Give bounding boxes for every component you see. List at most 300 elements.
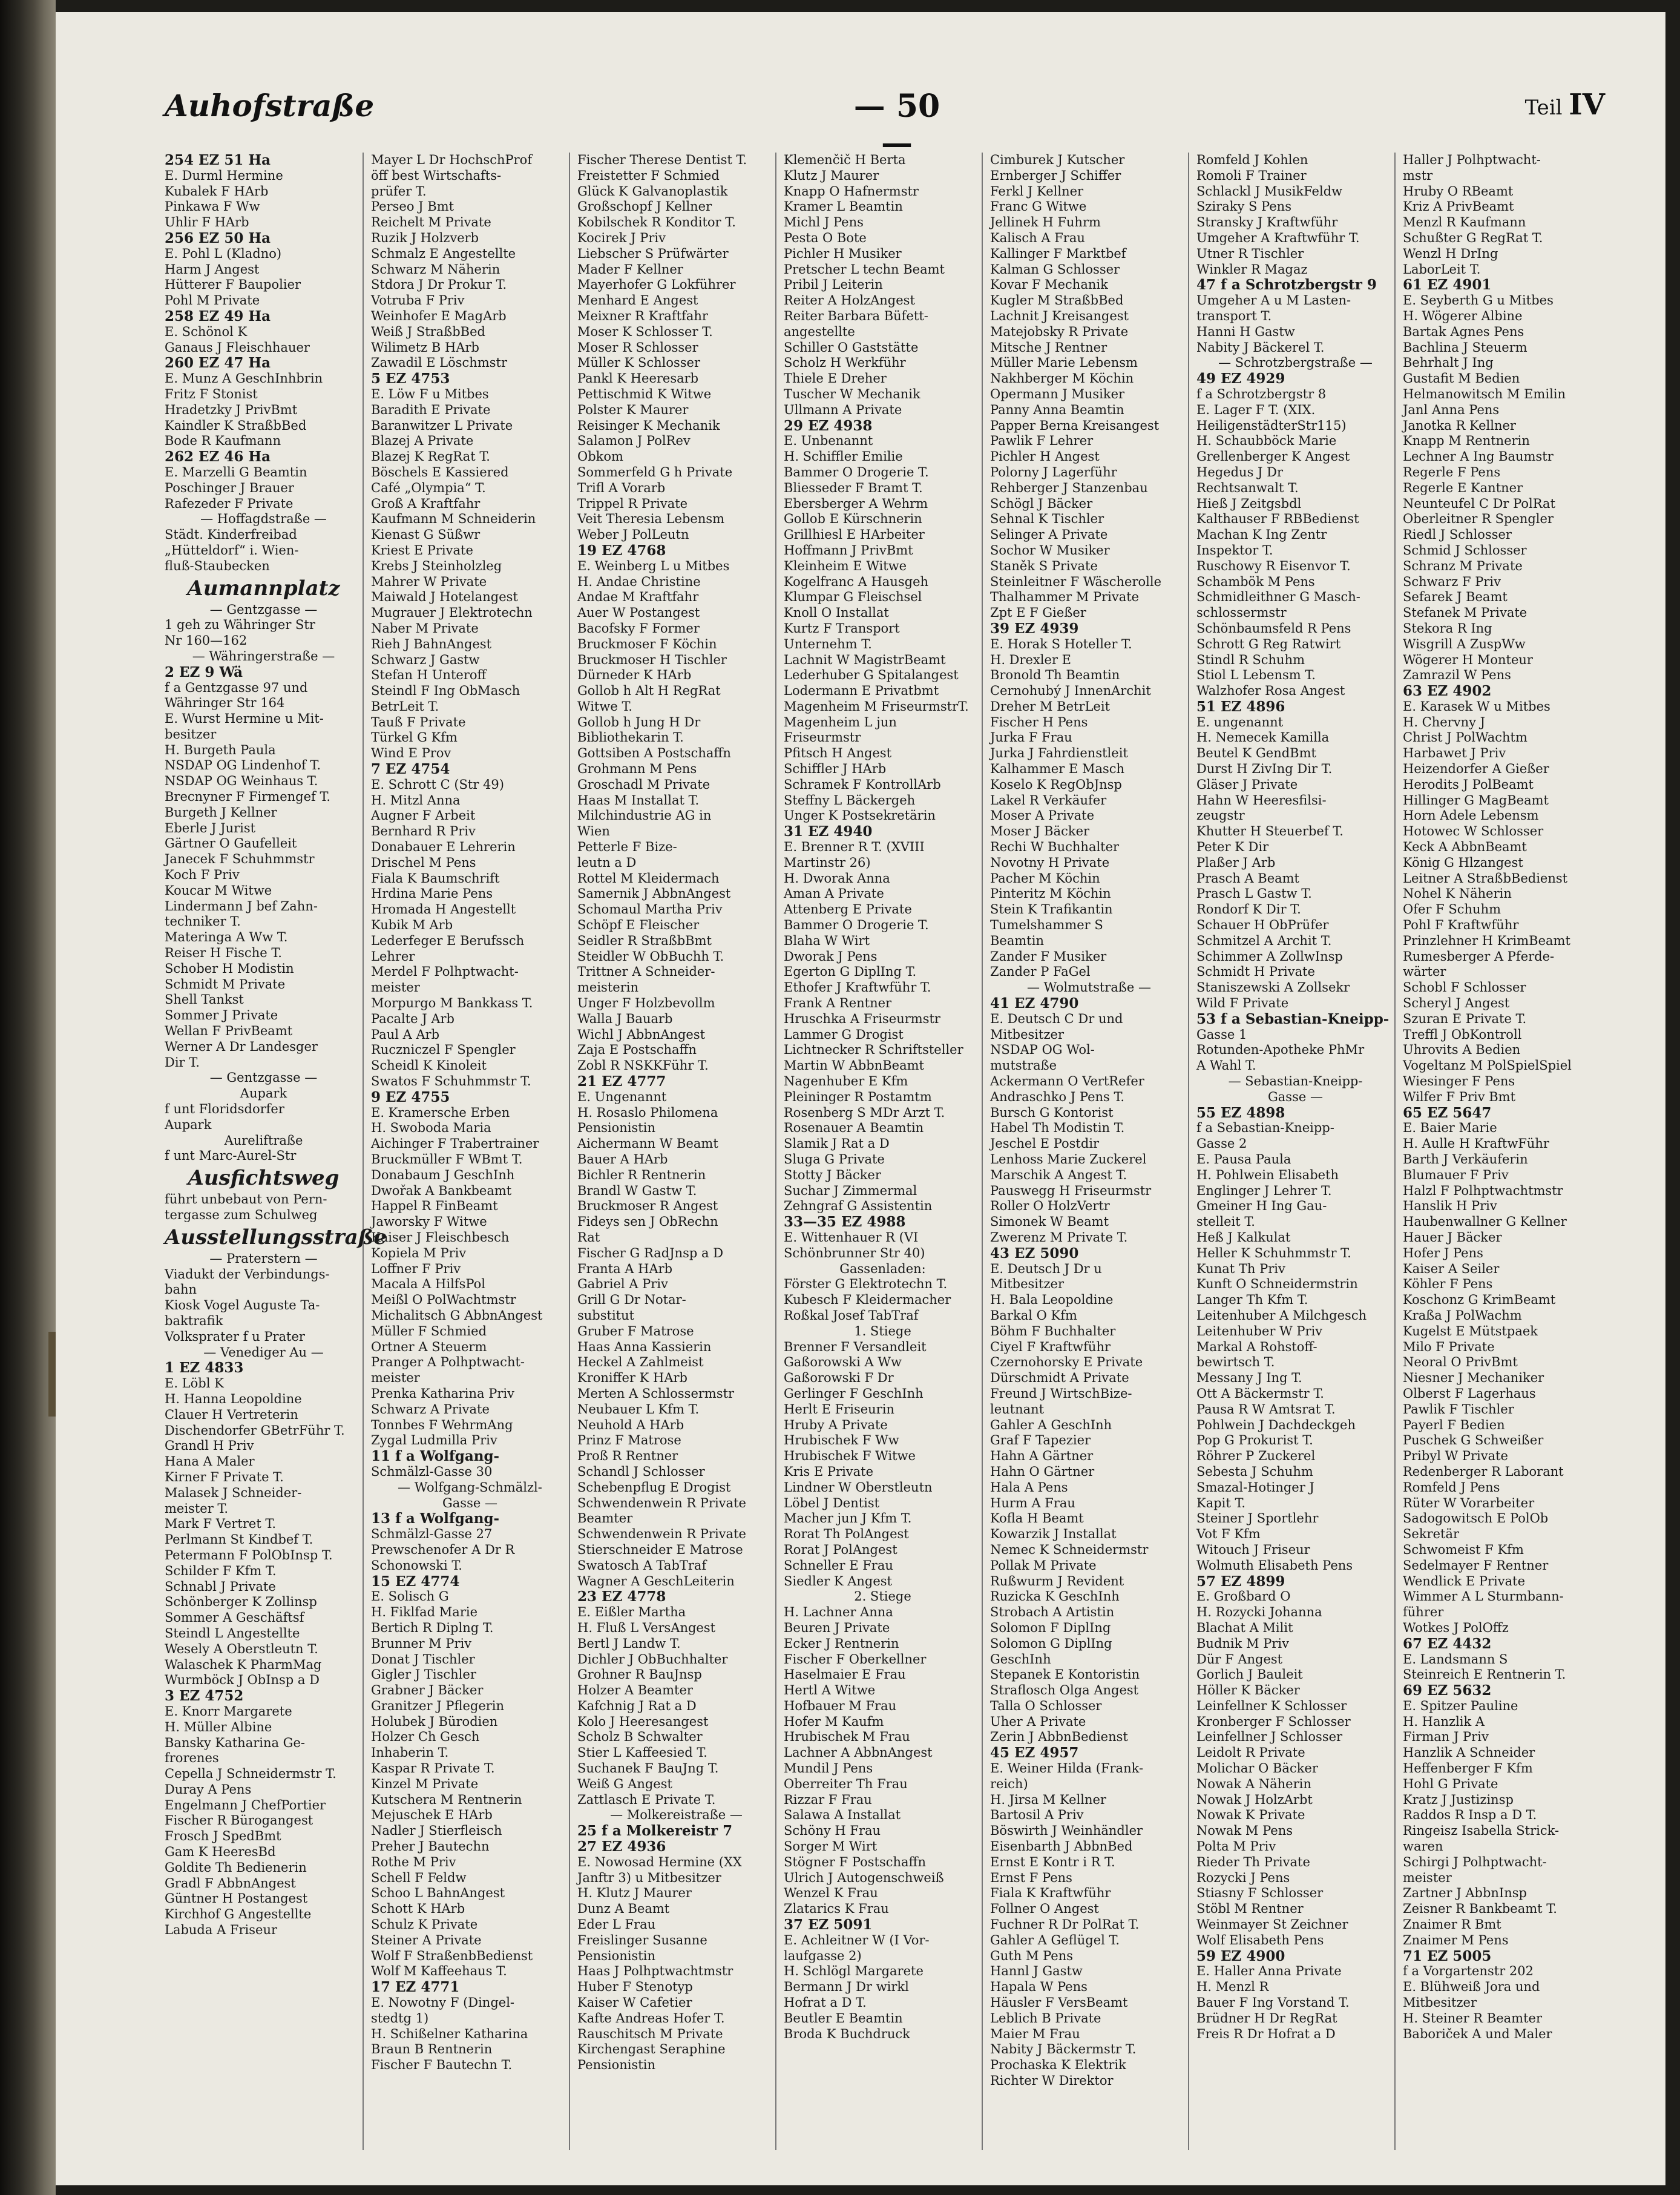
resident-entry: Nadler J Stierfleisch: [371, 1823, 502, 1838]
resident-entry: E. Löbl K: [165, 1376, 224, 1391]
resident-entry: Prasch A Beamt: [1196, 870, 1299, 886]
resident-entry: Wichl J AbbnAngest: [577, 1027, 706, 1042]
resident-entry: Salamon J PolRev: [577, 433, 691, 449]
resident-entry: Bansky Katharina Ge-: [165, 1735, 305, 1750]
resident-entry: Schneller E Frau: [784, 1558, 893, 1573]
resident-entry: Sebesta J Schuhm: [1196, 1464, 1313, 1479]
resident-entry: Pribyl W Private: [1403, 1449, 1508, 1464]
resident-entry: Gerlinger F GeschInh: [784, 1386, 924, 1401]
resident-entry: Bode R Kaufmann: [165, 433, 281, 449]
resident-entry: Prenka Katharina Priv: [371, 1386, 514, 1401]
resident-entry: Hruby A Private: [784, 1417, 888, 1432]
resident-entry: Rehberger J Stanzenbau: [990, 480, 1148, 495]
resident-entry: Andae M Kraftfahr: [577, 590, 699, 605]
resident-entry: Holzer Ch Gesch: [371, 1729, 480, 1745]
resident-entry: Volksprater f u Prater: [165, 1329, 305, 1344]
resident-entry: Pohlwein J Dachdeckgeh: [1196, 1417, 1356, 1432]
resident-entry: H. Rozycki Johanna: [1196, 1605, 1322, 1620]
resident-entry: H. Menzl R: [1196, 1979, 1269, 1995]
resident-entry: Grillhiesl E HArbeiter: [784, 527, 925, 542]
resident-entry: bewirtsch T.: [1196, 1355, 1275, 1370]
resident-entry: Opermann J Musiker: [990, 386, 1125, 401]
resident-entry: Kronberger F Schlosser: [1196, 1714, 1351, 1729]
resident-entry: Witouch J Friseur: [1196, 1542, 1310, 1557]
directory-column-7: [1403, 153, 1601, 2150]
resident-entry: E. Brenner R T. (XVIII: [784, 840, 925, 855]
resident-entry: Weiß J StraßbBed: [371, 324, 485, 339]
resident-entry: Hahn A Gärtner: [990, 1449, 1094, 1464]
resident-entry: Pretscher L techn Beamt: [784, 262, 945, 277]
resident-entry: Pausa R W Amtsrat T.: [1196, 1401, 1336, 1417]
house-number-entry: 57 EZ 4899: [1196, 1573, 1285, 1590]
resident-entry: führt unbebaut von Pern-: [165, 1192, 327, 1207]
resident-entry: Wenzl H DrIng: [1403, 246, 1498, 261]
resident-entry: stelleit T.: [1196, 1214, 1255, 1229]
resident-entry: Kubik M Arb: [371, 918, 453, 933]
resident-entry: Heizendorfer A Gießer: [1403, 762, 1549, 777]
resident-entry: Mugrauer J Elektrotechn: [371, 605, 533, 620]
resident-entry: Tumelshammer S: [990, 918, 1103, 933]
resident-entry: Schwarz J Gastw: [371, 652, 480, 667]
resident-entry: Schnabl J Private: [165, 1579, 276, 1594]
resident-entry: Obkom: [577, 449, 623, 464]
resident-entry: Bibliothekarin T.: [577, 730, 684, 745]
resident-entry: Blaha W Wirt: [784, 933, 870, 948]
resident-entry: Moser A Private: [990, 808, 1095, 823]
resident-entry: Ringeisz Isabella Strick-: [1403, 1823, 1560, 1838]
resident-entry: BetrLeit T.: [371, 699, 439, 714]
resident-entry: Kirchhof G Angestellte: [165, 1907, 312, 1922]
resident-entry: Umgeher A u M Lasten-: [1196, 293, 1351, 308]
resident-entry: Holzer A Beamter: [577, 1683, 693, 1698]
resident-entry: Hofbauer M Frau: [784, 1698, 897, 1713]
resident-entry: Staněk S Private: [990, 558, 1098, 573]
street-heading: Ausfichtsweg: [188, 1166, 340, 1191]
resident-entry: E. Großbard O: [1196, 1589, 1291, 1604]
resident-entry: Maiwald J Hotelangest: [371, 590, 518, 605]
resident-entry: Reiter A HolzAngest: [784, 293, 915, 308]
resident-entry: Türkel G Kfm: [371, 730, 458, 745]
resident-entry: Gigler J Tischler: [371, 1667, 476, 1682]
resident-entry: Kafchnig J Rat a D: [577, 1698, 697, 1713]
resident-entry: H. Jirsa M Kellner: [990, 1792, 1106, 1807]
resident-entry: Zwerenz M Private T.: [990, 1229, 1128, 1245]
resident-entry: Petterle F Bize-: [577, 840, 677, 855]
resident-entry: Pribil J Leiterin: [784, 277, 883, 292]
resident-entry: Moser K Schlosser T.: [577, 324, 713, 339]
resident-entry: Bammer O Drogerie T.: [784, 918, 929, 933]
directory-page: [56, 12, 1665, 2185]
resident-entry: Lakel R Verkäufer: [990, 792, 1107, 808]
resident-entry: Jeschel E Postdir: [990, 1136, 1100, 1151]
resident-entry: Pacher M Köchin: [990, 870, 1100, 886]
resident-entry: Swatosch A TabTraf: [577, 1558, 707, 1573]
resident-entry: Weiß G Angest: [577, 1776, 672, 1791]
resident-entry: Gahler A Geflügel T.: [990, 1932, 1120, 1947]
resident-entry: H. Hanzlik A: [1403, 1714, 1485, 1729]
resident-entry: Rafezeder F Private: [165, 496, 294, 511]
resident-entry: Blumauer F Priv: [1403, 1167, 1509, 1182]
resident-entry: Beutel K GendBmt: [1196, 746, 1316, 761]
resident-entry: H. Bala Leopoldine: [990, 1292, 1114, 1308]
resident-entry: Gorlich J Bauleit: [1196, 1667, 1303, 1682]
resident-entry: Cepella J Schneidermstr T.: [165, 1766, 336, 1782]
resident-entry: Bachlina J Steuerm: [1403, 340, 1527, 355]
house-number-entry: 3 EZ 4752: [165, 1688, 244, 1705]
resident-entry: Pauswegg H Friseurmstr: [990, 1183, 1152, 1198]
resident-entry: Bertl J Landw T.: [577, 1636, 681, 1651]
resident-entry: Pinteritz M Köchin: [990, 886, 1111, 901]
resident-entry: Beutler E Beamtin: [784, 2010, 903, 2026]
resident-entry: Mark F Vertret T.: [165, 1516, 277, 1532]
resident-entry: Tuscher W Mechanik: [784, 386, 920, 401]
resident-entry: H. Swoboda Maria: [371, 1121, 491, 1136]
resident-entry: Stepanek E Kontoristin: [990, 1667, 1140, 1682]
book-binding-edge: [0, 0, 56, 2195]
resident-entry: Rechi W Buchhalter: [990, 840, 1120, 855]
resident-entry: Utner R Tischler: [1196, 246, 1304, 261]
resident-entry: Donabaum J GeschInh: [371, 1167, 515, 1182]
resident-entry: Molichar O Bäcker: [1196, 1761, 1318, 1776]
resident-entry: Kaiser A Seiler: [1403, 1261, 1500, 1276]
resident-entry: Messany J Ing T.: [1196, 1371, 1302, 1386]
resident-entry: Haas M Installat T.: [577, 792, 700, 808]
resident-entry: Suchar J Zimmermal: [784, 1183, 917, 1198]
resident-entry: Weber J PolLeutn: [577, 527, 689, 542]
resident-entry: H. Mitzl Anna: [371, 792, 461, 808]
resident-entry: Bruckmoser H Tischler: [577, 652, 727, 667]
resident-entry: Janl Anna Pens: [1403, 402, 1500, 417]
running-street-title: Auhofstraße: [165, 88, 375, 123]
resident-entry: Müller F Schmied: [371, 1323, 487, 1338]
house-number-entry: 65 EZ 5647: [1403, 1104, 1492, 1121]
resident-entry: Kowarzik J Installat: [990, 1527, 1117, 1542]
resident-entry: Städt. Kinderfreibad: [165, 527, 297, 542]
resident-entry: Nowak K Private: [1196, 1808, 1305, 1823]
resident-entry: E. Karasek W u Mitbes: [1403, 699, 1550, 714]
resident-entry: Veit Theresia Lebensm: [577, 512, 725, 527]
resident-entry: Klemenčič H Berta: [784, 153, 906, 167]
resident-entry: Böswirth J Weinhändler: [990, 1823, 1143, 1838]
resident-entry: Grill G Dr Notar-: [577, 1292, 686, 1308]
resident-entry: fluß-Staubecken: [165, 558, 270, 573]
resident-entry: Stiol L Lebensm T.: [1196, 668, 1316, 683]
resident-entry: Stefanek M Private: [1403, 605, 1527, 620]
resident-entry: E. Deutsch C Dr und: [990, 1011, 1123, 1026]
resident-entry: Trifl A Vorarb: [577, 480, 666, 495]
resident-entry: Bammer O Drogerie T.: [784, 464, 929, 479]
resident-entry: Sekretär: [1403, 1527, 1460, 1542]
resident-entry: Zobl R NSKKFühr T.: [577, 1058, 709, 1073]
resident-entry: Eder L Frau: [577, 1917, 656, 1932]
resident-entry: Dürschmidt A Private: [990, 1371, 1129, 1386]
resident-entry: Zattlasch E Private T.: [577, 1792, 716, 1807]
resident-entry: E. Blühweiß Jora und: [1403, 1979, 1540, 1995]
resident-entry: Schwarz M Näherin: [371, 262, 500, 277]
street-heading: Ausstellungsstraße: [165, 1225, 387, 1249]
house-number-entry: 49 EZ 4929: [1196, 370, 1285, 387]
resident-entry: wärter: [1403, 964, 1446, 979]
resident-entry: Bartak Agnes Pens: [1403, 324, 1524, 339]
resident-entry: Kugler M StraßbBed: [990, 293, 1124, 308]
resident-entry: Brenner F Versandleit: [784, 1339, 927, 1354]
resident-entry: Gasse 2: [1196, 1136, 1247, 1151]
resident-entry: Knoll O Installat: [784, 605, 889, 620]
resident-entry: Hanzlik A Schneider: [1403, 1745, 1535, 1760]
resident-entry: Schwendenwein R Private: [577, 1495, 746, 1510]
part-indicator: [1525, 88, 1605, 122]
resident-entry: Schoo L BahnAngest: [371, 1886, 505, 1901]
resident-entry: Slamik J Rat a D: [784, 1136, 890, 1151]
resident-entry: Ethofer J Kraftwführ T.: [784, 980, 931, 995]
resident-entry: Stöbl M Rentner: [1196, 1901, 1304, 1917]
resident-entry: Kaspar R Private T.: [371, 1761, 495, 1776]
resident-entry: Milo F Private: [1403, 1339, 1495, 1354]
resident-entry: Pacalte J Arb: [371, 1011, 454, 1026]
resident-entry: Wolf M Kaffeehaus T.: [371, 1964, 507, 1979]
resident-entry: Gollob E Kürschnerin: [784, 512, 922, 527]
house-number-entry: 47 f a Schrotzbergstr 9: [1196, 277, 1377, 294]
cross-street-marker: — Gentzgasse —: [209, 602, 318, 617]
resident-entry: Nowak J HolzArbt: [1196, 1792, 1313, 1807]
resident-entry: stedtg 1): [371, 2010, 429, 2026]
resident-entry: Prochaska K Elektrik: [990, 2058, 1126, 2073]
resident-entry: Michl J Pens: [784, 215, 864, 230]
resident-entry: Pesta O Bote: [784, 230, 867, 245]
directory-column-4: [784, 153, 983, 2150]
resident-entry: Wolmuth Elisabeth Pens: [1196, 1558, 1353, 1573]
resident-entry: Kopiela M Priv: [371, 1245, 467, 1260]
resident-entry: Herodits J PolBeamt: [1403, 777, 1534, 792]
resident-entry: Happel R FinBeamt: [371, 1199, 498, 1214]
resident-entry: E. Lager F T. (XIX.: [1196, 402, 1316, 417]
resident-entry: Mayer L Dr HochschProf: [371, 153, 533, 167]
resident-entry: Ruschowy R Eisenvor T.: [1196, 558, 1351, 573]
resident-entry: Schambök M Pens: [1196, 574, 1315, 589]
resident-entry: Kaiser J Fleischbesch: [371, 1229, 510, 1245]
house-number-entry: 67 EZ 4432: [1403, 1635, 1492, 1652]
resident-entry: frorenes: [165, 1751, 219, 1766]
house-number-entry: 27 EZ 4936: [577, 1838, 666, 1855]
resident-entry: Romoli F Trainer: [1196, 168, 1307, 183]
resident-entry: Pleininger R Postamtm: [784, 1089, 932, 1104]
resident-entry: H. Burgeth Paula: [165, 742, 276, 757]
page-number: — 50 —: [853, 88, 940, 162]
resident-entry: GeschInh: [990, 1651, 1051, 1667]
resident-entry: Müller Marie Lebensm: [990, 355, 1138, 370]
resident-entry: Freis R Dr Hofrat a D: [1196, 2026, 1336, 2041]
resident-entry: schlossermstr: [1196, 605, 1287, 620]
resident-entry: Englinger J Lehrer T.: [1196, 1183, 1332, 1198]
resident-entry: Nemec K Schneidermstr: [990, 1542, 1149, 1557]
resident-entry: Lachnit J Kreisangest: [990, 308, 1129, 323]
resident-entry: „Hütteldorf“ i. Wien-: [165, 542, 299, 558]
resident-entry: Plaßer J Arb: [1196, 855, 1276, 870]
resident-entry: Janotka R Kellner: [1403, 418, 1516, 433]
resident-entry: Hradetzky J PrivBmt: [165, 402, 298, 417]
resident-entry: Gaßorowski A Ww: [784, 1355, 902, 1370]
resident-entry: Frank A Rentner: [784, 996, 892, 1011]
resident-entry: Groß A Kraftfahr: [371, 496, 481, 511]
resident-entry: angestellte: [784, 324, 855, 339]
resident-entry: Wesely A Oberstleutn T.: [165, 1641, 318, 1656]
resident-entry: Solomon F DiplIng: [990, 1620, 1111, 1635]
resident-entry: Pohl F Kraftwführ: [1403, 918, 1519, 933]
resident-entry: Papper Berna Kreisangest: [990, 418, 1160, 433]
cross-street-marker: — Wolmutstraße —: [1027, 980, 1151, 995]
resident-entry: Morpurgo M Bankkass T.: [371, 996, 533, 1011]
resident-entry: Janftr 3) u Mitbesitzer: [577, 1870, 721, 1885]
resident-entry: Pop G Prokurist T.: [1196, 1433, 1313, 1448]
resident-entry: waren: [1403, 1839, 1443, 1854]
resident-entry: E. ungenannt: [1196, 714, 1284, 729]
resident-entry: leutn a D: [577, 855, 637, 870]
resident-entry: Graf F Tapezier: [990, 1433, 1091, 1448]
resident-entry: H. Lachner Anna: [784, 1605, 893, 1620]
resident-entry: tergasse zum Schulweg: [165, 1208, 318, 1222]
resident-entry: E. Durml Hermine: [165, 168, 283, 183]
resident-entry: LaborLeit T.: [1403, 262, 1481, 277]
resident-entry: H. Müller Albine: [165, 1719, 272, 1734]
resident-entry: Znaimer M Pens: [1403, 1932, 1509, 1947]
resident-entry: Stdora J Dr Prokur T.: [371, 277, 507, 292]
resident-entry: Nabity J Bäckerel T.: [1196, 340, 1325, 355]
resident-entry: Lindner W Oberstleutn: [784, 1479, 933, 1495]
resident-entry: Schmitzel A Archit T.: [1196, 933, 1332, 948]
resident-entry: Schandl J Schlosser: [577, 1464, 705, 1479]
resident-entry: Thalhammer M Private: [990, 590, 1140, 605]
resident-entry: leutnant: [990, 1401, 1045, 1417]
resident-entry: Kratz J Justizinsp: [1403, 1792, 1514, 1807]
resident-entry: Machan K Ing Zentr: [1196, 527, 1327, 542]
resident-entry: Stefan H Unteroff: [371, 668, 487, 683]
resident-entry: Leidolt R Private: [1196, 1745, 1305, 1760]
house-number-entry: 258 EZ 49 Ha: [165, 308, 271, 324]
resident-entry: Wolf F StraßenbBedienst: [371, 1948, 533, 1963]
resident-entry: Schirgi J Polhptwacht-: [1403, 1854, 1547, 1869]
resident-entry: Blazej A Private: [371, 433, 474, 449]
resident-entry: Nabity J Bäckermstr T.: [990, 2042, 1137, 2057]
resident-entry: Aichermann W Beamt: [577, 1136, 718, 1151]
resident-entry: Simonek W Beamt: [990, 1214, 1109, 1229]
resident-entry: Ciyel F Kraftwführ: [990, 1339, 1111, 1354]
resident-entry: Umgeher A Kraftwführ T.: [1196, 230, 1360, 245]
resident-entry: Donat J Tischler: [371, 1651, 475, 1667]
resident-entry: Stekora R Ing: [1403, 620, 1492, 636]
resident-entry: Bursch G Kontorist: [990, 1105, 1114, 1120]
resident-entry: Stier L Kaffeesied T.: [577, 1745, 707, 1760]
resident-entry: Kriest E Private: [371, 542, 473, 558]
resident-entry: Fideys sen J ObRechn: [577, 1214, 718, 1229]
resident-entry: Fritz F Stonist: [165, 386, 258, 401]
resident-entry: Hanni H Gastw: [1196, 324, 1295, 339]
resident-entry: Wenzel K Frau: [784, 1886, 878, 1901]
resident-entry: mutstraße: [990, 1058, 1057, 1073]
resident-entry: H. Fiklfad Marie: [371, 1605, 478, 1620]
resident-entry: Unger F Holzbevollm: [577, 996, 715, 1011]
resident-entry: Goldite Th Bedienerin: [165, 1860, 307, 1875]
resident-entry: Rizzar F Frau: [784, 1792, 872, 1807]
resident-entry: Gustafit M Bedien: [1403, 371, 1520, 386]
resident-entry: E. Pohl L (Kladno): [165, 246, 282, 261]
resident-entry: Kapit T.: [1196, 1495, 1246, 1510]
resident-entry: Kriz A PrivBeamt: [1403, 199, 1514, 214]
cross-street-marker: Aupark: [240, 1086, 287, 1101]
resident-entry: f unt Floridsdorfer: [165, 1102, 284, 1117]
resident-entry: Lachner A AbbnAngest: [784, 1745, 933, 1760]
resident-entry: Olberst F Lagerhaus: [1403, 1386, 1536, 1401]
resident-entry: H. Fluß L VersAngest: [577, 1620, 716, 1635]
resident-entry: Szuran E Private T.: [1403, 1011, 1527, 1026]
resident-entry: Sedelmayer F Rentner: [1403, 1558, 1549, 1573]
resident-entry: meister: [1403, 1870, 1452, 1885]
resident-entry: Pichler H Angest: [990, 449, 1100, 464]
resident-entry: Keck A AbbnBeamt: [1403, 840, 1527, 855]
resident-entry: Rieder Th Private: [1196, 1854, 1310, 1869]
resident-entry: Großschopf J Kellner: [577, 199, 712, 214]
resident-entry: Leitenhuber W Priv: [1196, 1323, 1323, 1338]
resident-entry: H. Wögerer Albine: [1403, 308, 1523, 323]
resident-entry: Wolf Elisabeth Pens: [1196, 1932, 1324, 1947]
resident-entry: Ofer F Schuhm: [1403, 902, 1501, 917]
resident-entry: Wind E Prov: [371, 746, 451, 761]
resident-entry: E. Wittenhauer R (VI: [784, 1229, 919, 1245]
resident-entry: Milchindustrie AG in: [577, 808, 712, 823]
resident-entry: Ruzik J Holzverb: [371, 230, 479, 245]
resident-entry: Hannl J Gastw: [990, 1964, 1083, 1979]
resident-entry: Hrubischek F Witwe: [784, 1449, 916, 1464]
resident-entry: Clauer H Vertreterin: [165, 1407, 298, 1422]
resident-entry: Khutter H Steuerbef T.: [1196, 824, 1344, 839]
resident-entry: Schober H Modistin: [165, 961, 294, 976]
resident-entry: Knapp O Hafnermstr: [784, 183, 919, 199]
resident-entry: Vot F Kfm: [1196, 1527, 1261, 1542]
resident-entry: Mitsche J Rentner: [990, 340, 1107, 355]
resident-entry: Markal A Rohstoff-: [1196, 1339, 1317, 1354]
resident-entry: Mitbesitzer: [990, 1277, 1064, 1292]
resident-entry: Ruzicka K GeschInh: [990, 1589, 1120, 1604]
resident-entry: Eberle J Jurist: [165, 820, 256, 835]
resident-entry: Gaßorowski F Dr: [784, 1371, 894, 1386]
resident-entry: Löbel J Dentist: [784, 1495, 880, 1510]
resident-entry: Raddos R Insp a D T.: [1403, 1808, 1537, 1823]
resident-entry: Moser J Bäcker: [990, 824, 1090, 839]
resident-entry: Rosenberg S MDr Arzt T.: [784, 1105, 945, 1120]
resident-entry: Heckel A Zahlmeist: [577, 1355, 704, 1370]
resident-entry: Mundil J Pens: [784, 1761, 873, 1776]
cross-street-marker: — Hoffagdstraße —: [200, 512, 327, 527]
resident-entry: Michalitsch G AbbnAngest: [371, 1308, 543, 1323]
resident-entry: Knapp M Rentnerin: [1403, 433, 1530, 449]
resident-entry: meister: [371, 1371, 420, 1386]
resident-entry: Schilder F Kfm T.: [165, 1563, 277, 1578]
resident-entry: Gabriel A Priv: [577, 1277, 668, 1292]
resident-entry: Panny Anna Beamtin: [990, 402, 1124, 417]
resident-entry: Tonnbes F WehrmAng: [371, 1417, 513, 1432]
resident-entry: Hertl A Witwe: [784, 1683, 876, 1698]
resident-entry: Hruschka A Friseurmstr: [784, 1011, 940, 1026]
resident-entry: Wien: [577, 824, 610, 839]
resident-entry: Materinga A Ww T.: [165, 930, 288, 945]
resident-entry: Walla J Bauarb: [577, 1011, 673, 1026]
resident-entry: Jaworsky F Witwe: [371, 1214, 487, 1229]
resident-entry: E. Seyberth G u Mitbes: [1403, 293, 1554, 308]
resident-entry: Behrhalt J Ing: [1403, 355, 1494, 370]
resident-entry: Bartosil A Priv: [990, 1808, 1084, 1823]
resident-entry: Shell Tankst: [165, 992, 244, 1007]
resident-entry: Perlmann St Kindbef T.: [165, 1532, 313, 1547]
resident-entry: Gmeiner H Ing Gau-: [1196, 1199, 1327, 1214]
